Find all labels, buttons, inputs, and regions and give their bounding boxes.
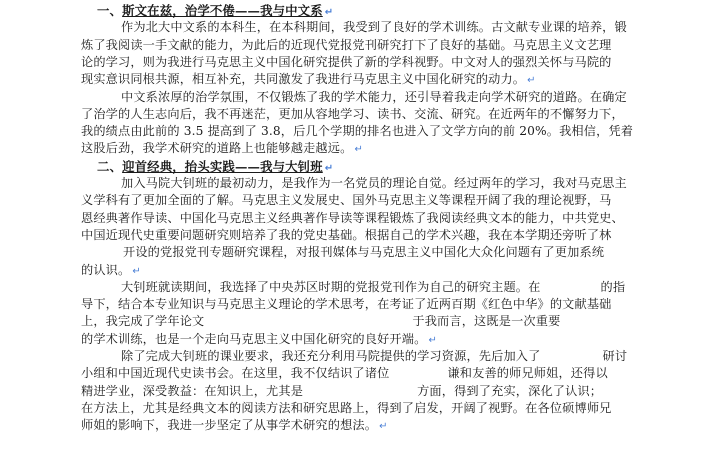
text-span: 上，我完成了学年论文 [81,314,205,329]
text-span: 的认识。 [81,262,131,277]
text-line [81,313,560,330]
text-line: 论的学习，则为我进行马克思主义中国化研究提供了新的学科视野。中文对人的强烈关怀与马院的 [81,54,612,69]
text-span: 精进学业，深受教益：在知识上，尤其是 [81,383,304,398]
text-line [81,140,363,157]
text-line: 中国近现代史重要问题研究则培养了我的党史基础。根据自己的学术兴趣，我在本学期还旁听了林 [81,227,612,242]
text-span: 小组和中国近现代史读书会。在这里，我不仅结识了诸位 [81,366,390,381]
paragraph-mark-icon: ↵ [354,144,363,156]
text-span: 大钊班就读期间，我选择了中央苏区时期的党报党刊作为自己的研究主题。在 [121,279,541,294]
text-line [81,417,388,434]
paragraph-mark-icon: ↵ [428,334,437,346]
heading-number: 一、 [97,3,123,18]
text-line [81,262,141,279]
heading-title-part: 斯文在兹，治学不倦 [122,3,235,18]
text-line: 恩经典著作导读、中国化马克思主义经典著作导读等课程锻炼了我阅读经典文本的能力，中共党史、 [81,210,624,225]
text-span: 谦和友善的师兄师姐，还得以 [447,366,608,381]
heading-dash: —— [234,3,261,18]
text-line: 中文系浓厚的治学氛围，不仅锻炼了我的学术能力，还引导着我走向学术研究的道路。在确定 [121,89,627,104]
text-line [121,279,625,296]
text-line: 加入马院大钊班的最初动力，是我作为一名党员的理论自觉。经过两年的学习，我对马克思主 [121,176,627,190]
text-line: 作为北大中文系的本科生，在本科期间，我受到了良好的学术训练。古文献专业课的培养，锻 [121,20,627,35]
text-line: 我的绩点由此前的 3.5 提高到了 3.8，后几个学期的排名也进入了文学方向的前 20%。我相信，凭着 [81,124,634,139]
text-line [81,331,437,348]
text-line [121,348,627,365]
heading-title-part: 我与大钊班 [260,158,323,174]
heading-number: 二、 [97,158,123,174]
text-span: 的学术训练，也是一个走向马克思主义中国化研究的良好开端。 [81,331,427,346]
text-line: 了治学的人生志向后，我不再迷茫，更加从容地学习、读书、交流、研究。在近两年的不懈努力下， [81,106,624,121]
text-line [81,383,602,400]
text-line: 在方法上，尤其是经典文本的阅读方法和研究思路上，得到了启发，开阔了视野。在各位硕博师兄 [81,400,612,415]
text-span: 于我而言，这既是一次重要 [412,314,561,329]
paragraph-mark-icon: ↵ [132,265,141,277]
text-span: 这股后劲，我学术研究的道路上也能够越走越远。 [81,141,353,156]
text-span: 研讨 [602,349,628,363]
paragraph-mark-icon: ↵ [379,421,388,433]
text-span: 师姐的影响下，我进一步坚定了从事学术研究的想法。 [81,418,378,433]
text-line: 炼了我阅读一手文献的能力，为此后的近现代党报党刊研究打下了良好的基础。马克思主义文艺理 [81,37,612,52]
paragraph-mark-icon: ↵ [324,162,334,174]
section-heading-1 [97,2,333,19]
heading-title-part: 我与中文系 [260,3,323,18]
text-line: 开设的党报党刊专题研究课程，对报刊媒体与马克思主义中国化大众化问题有了更加系统 [123,245,605,260]
heading-title-part: 迎首经典，抬头实践 [122,158,235,174]
paragraph-mark-icon: ↵ [324,7,334,18]
paragraph-mark-icon: ↵ [527,75,536,87]
text-line: 导下，结合本专业知识与马克思主义理论的学术思考，在考证了近两百期《红色中华》的文献基础 [81,297,612,312]
text-line [81,71,536,88]
text-span: 除了完成大钊班的课业要求，我还充分利用马院提供的学习资源，先后加入了 [121,349,541,363]
text-span: 方面，得到了充实，深化了认识； [417,383,603,398]
heading-dash: —— [234,158,261,174]
text-line: 义学科有了更加全面的了解。马克思主义发展史、国外马克思主义等课程开阔了我的理论视野，马 [81,193,612,208]
section-heading-2 [97,158,333,175]
text-line [81,365,608,382]
text-span: 的指 [600,279,626,294]
text-span: 现实意识同根共源，相互补充，共同激发了我进行马克思主义中国化研究的动力。 [81,72,526,87]
